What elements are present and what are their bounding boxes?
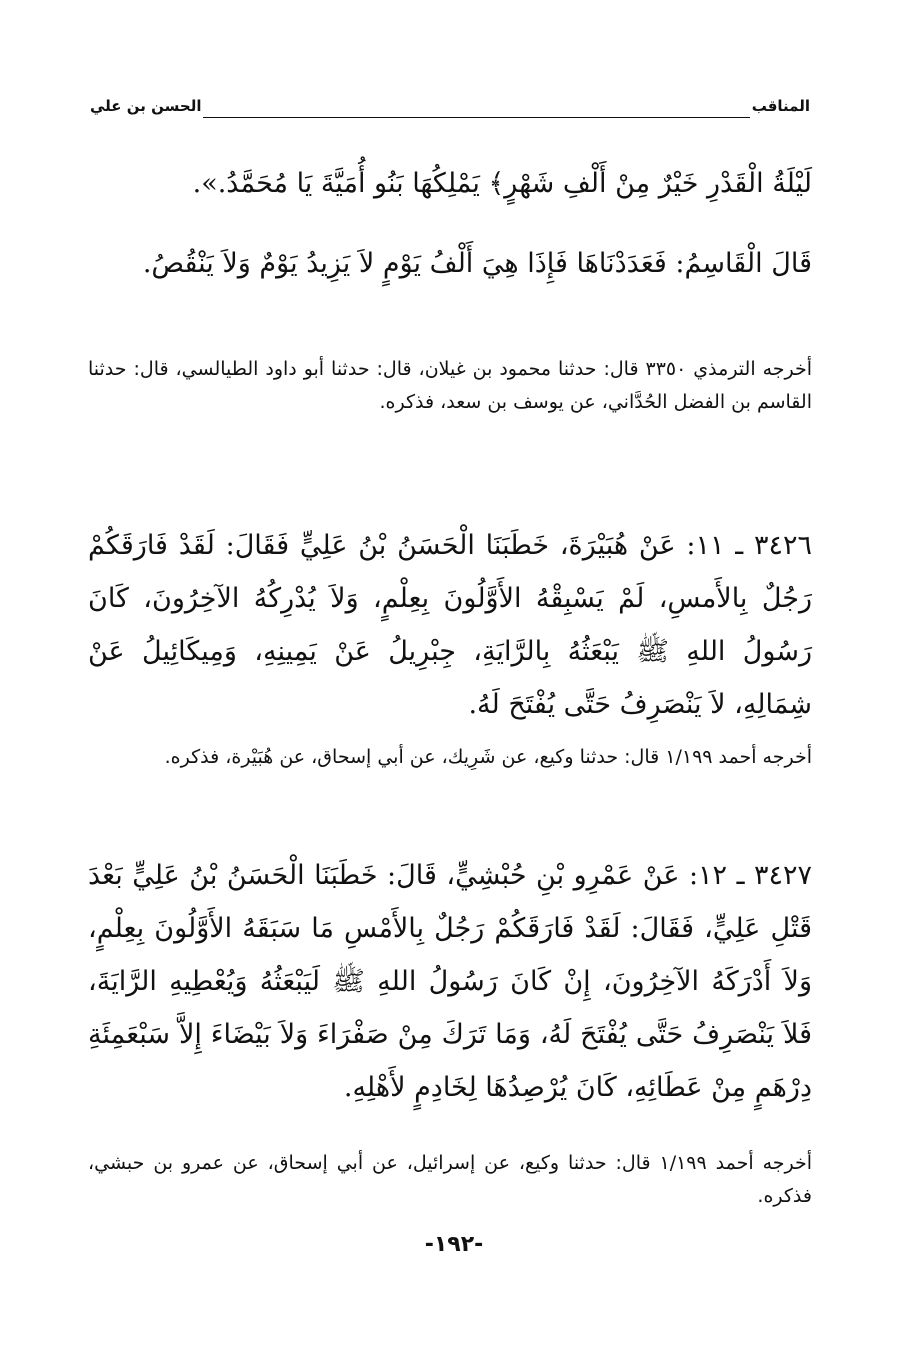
takhrij-paragraph: أخرجه أحمد ١/١٩٩ قال: حدثنا وكيع، عن شَرِيك، عن أبي إسحاق، عن هُبَيْرة، فذكره. xyxy=(164,746,812,768)
hadith-paragraph: ٣٤٢٧ ـ ١٢: عَنْ عَمْرِو بْنِ حُبْشِيٍّ، قَالَ: خَطَبَنَا الْحَسَنُ بْنُ عَلِيٍّ بَعْدَ قَتْلِ عَلِيٍّ، فَقَالَ: لَقَدْ فَارَقَكُمْ رَجُلٌ بِالأَمْسِ مَا سَبَقَهُ الأَوَّلُونَ بِعِلْمٍ، وَلاَ أَدْرَكَهُ الآخِرُونَ، إِنْ كَانَ رَسُولُ اللهِ ﷺ لَيَبْعَثُهُ وَيُعْطِيهِ الرَّايَةَ، فَلاَ يَنْصَرِفُ حَتَّى يُفْتَحَ لَهُ، وَمَا تَرَكَ مِنْ صَفْرَاءَ وَلاَ بَيْضَاءَ إِلاَّ سَبْعَمِئَةِ دِرْهَمٍ مِنْ عَطَائِهِ، كَانَ يُرْصِدُهَا لِخَادِمٍ لأَهْلِهِ. xyxy=(88,860,813,1103)
takhrij-paragraph: أخرجه الترمذي ٣٣٥٠ قال: حدثنا محمود بن غيلان، قال: حدثنا أبو داود الطيالسي، قال: حدثنا القاسم بن الفضل الحُدَّاني، عن يوسف بن سعد، فذكره. xyxy=(88,358,813,413)
running-header xyxy=(88,96,812,118)
hadith-continuation: لَيْلَةُ الْقَدْرِ خَيْرٌ مِنْ أَلْفِ شَهْرٍ﴾ يَمْلِكُهَا بَنُو أُمَيَّةَ يَا مُحَمَّدُ.». xyxy=(192,168,812,199)
qasim-note: قَالَ الْقَاسِمُ: فَعَدَدْنَاهَا فَإِذَا هِيَ أَلْفُ يَوْمٍ لاَ يَزِيدُ يَوْمٌ وَلاَ يَنْقُصُ. xyxy=(142,248,812,279)
header-section-title: الحسن بن علي xyxy=(88,97,203,118)
header-chapter-title: المناقب xyxy=(750,97,812,118)
takhrij-paragraph: أخرجه أحمد ١/١٩٩ قال: حدثنا وكيع، عن إسرائيل، عن أبي إسحاق، عن عمرو بن حبشي، فذكره. xyxy=(88,1152,813,1207)
hadith-paragraph: ٣٤٢٦ ـ ١١: عَنْ هُبَيْرَةَ، خَطَبَنَا الْحَسَنُ بْنُ عَلِيٍّ فَقَالَ: لَقَدْ فَارَقَكُمْ رَجُلٌ بِالأَمسِ، لَمْ يَسْبِقْهُ الأَوَّلُونَ بِعِلْمٍ، وَلاَ يُدْرِكُهُ الآخِرُونَ، كَانَ رَسُولُ اللهِ ﷺ يَبْعَثُهُ بِالرَّايَةِ، جِبْرِيلُ عَنْ يَمِينِهِ، وَمِيكَائِيلُ عَنْ شِمَالِهِ، لاَ يَنْصَرِفُ حَتَّى يُفْتَحَ لَهُ. xyxy=(88,530,813,720)
page-number: -١٩٢- xyxy=(424,1232,484,1257)
